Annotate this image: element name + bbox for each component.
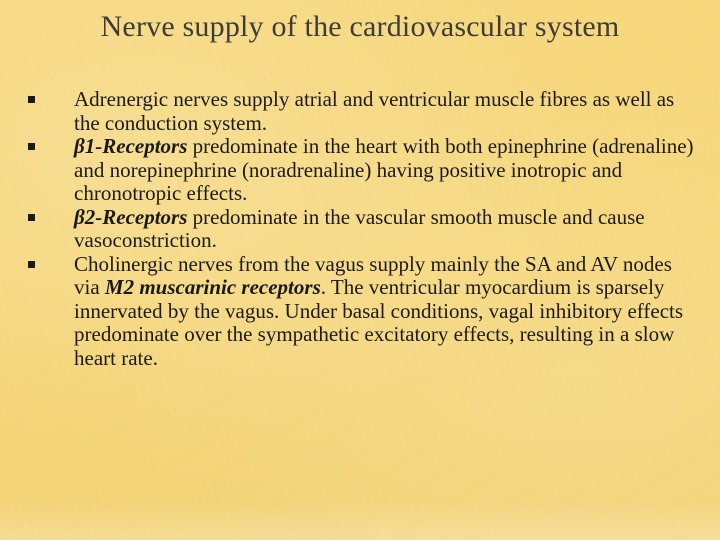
bullet-text: predominate in the vascular smooth muscle and cause vasoconstriction. <box>74 204 645 252</box>
bullet-square-icon <box>28 214 35 221</box>
bullet-square-icon <box>28 96 35 103</box>
bullet-list <box>58 88 698 370</box>
bullet-item <box>58 88 698 135</box>
bullet-item <box>58 253 698 371</box>
bottom-band <box>0 500 720 540</box>
bullet-text: Cholinergic nerves from the vagus supply mainly the SA and AV nodes via <box>74 251 672 299</box>
slide-title: Nerve supply of the cardiovascular system <box>100 10 620 43</box>
bullet-text: . The ventricular myocardium is sparsely innervated by the vagus. Under basal conditions, vagal inhibitory effects predominate over the sympathetic excitatory effects, resulting in a slow heart rate. <box>74 275 684 370</box>
bullet-emphasis: β2-Receptors <box>74 204 188 229</box>
bullet-item <box>58 135 698 206</box>
bullet-emphasis: M2 muscarinic receptors <box>104 275 321 299</box>
bullet-emphasis: β1-Receptors <box>74 134 188 158</box>
bullet-square-icon <box>28 261 35 268</box>
bullet-text: predominate in the heart with both epinephrine (adrenaline) and norepinephrine (noradrenaline) having positive inotropic and chronotropic effects. <box>74 134 694 205</box>
bullet-square-icon <box>28 143 35 150</box>
bullet-item <box>58 206 698 253</box>
bullet-text: Adrenergic nerves supply atrial and ventricular muscle fibres as well as the conduction system. <box>74 87 675 135</box>
